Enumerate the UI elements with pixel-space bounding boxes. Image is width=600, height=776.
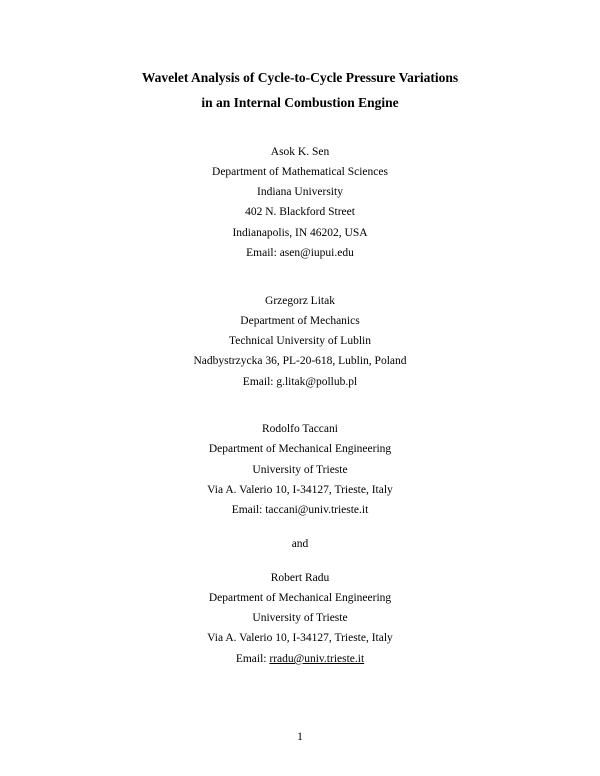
author-email: [0, 651, 600, 667]
author-name: Asok K. Sen: [270, 146, 330, 158]
author-name: Rodolfo Taccani: [262, 423, 338, 435]
author-email: Email: asen@iupui.edu: [246, 247, 354, 259]
affiliation-line: Indiana University: [257, 186, 343, 198]
affiliation-line: Nadbystrzycka 36, PL-20-618, Lublin, Poland: [193, 355, 407, 367]
affiliation-line: Department of Mechanical Engineering: [208, 592, 392, 604]
affiliation-line: Department of Mechanical Engineering: [208, 443, 392, 455]
email-prefix: Email:: [235, 653, 270, 665]
conjunction-and: and: [291, 538, 309, 550]
author-name: Robert Radu: [270, 572, 330, 584]
affiliation-line: 402 N. Blackford Street: [245, 206, 355, 218]
affiliation-line: Technical University of Lublin: [229, 335, 371, 347]
affiliation-line: Department of Mathematical Sciences: [212, 166, 388, 178]
title-line-2: in an Internal Combustion Engine: [201, 95, 399, 110]
affiliation-line: University of Trieste: [252, 464, 348, 476]
affiliation-line: Via A. Valerio 10, I-34127, Trieste, Italy: [207, 484, 393, 496]
affiliation-line: Department of Mechanics: [240, 315, 360, 327]
email-link[interactable]: rradu@univ.trieste.it: [269, 653, 365, 665]
author-email: Email: taccani@univ.trieste.it: [231, 504, 369, 516]
affiliation-line: Indianapolis, IN 46202, USA: [232, 227, 368, 239]
author-name: Grzegorz Litak: [265, 295, 335, 307]
title-line-1: Wavelet Analysis of Cycle-to-Cycle Pressure Variations: [141, 70, 459, 85]
affiliation-line: University of Trieste: [252, 612, 348, 624]
author-email: Email: g.litak@pollub.pl: [242, 376, 358, 388]
affiliation-line: Via A. Valerio 10, I-34127, Trieste, Italy: [207, 632, 393, 644]
page-number: 1: [297, 731, 303, 743]
